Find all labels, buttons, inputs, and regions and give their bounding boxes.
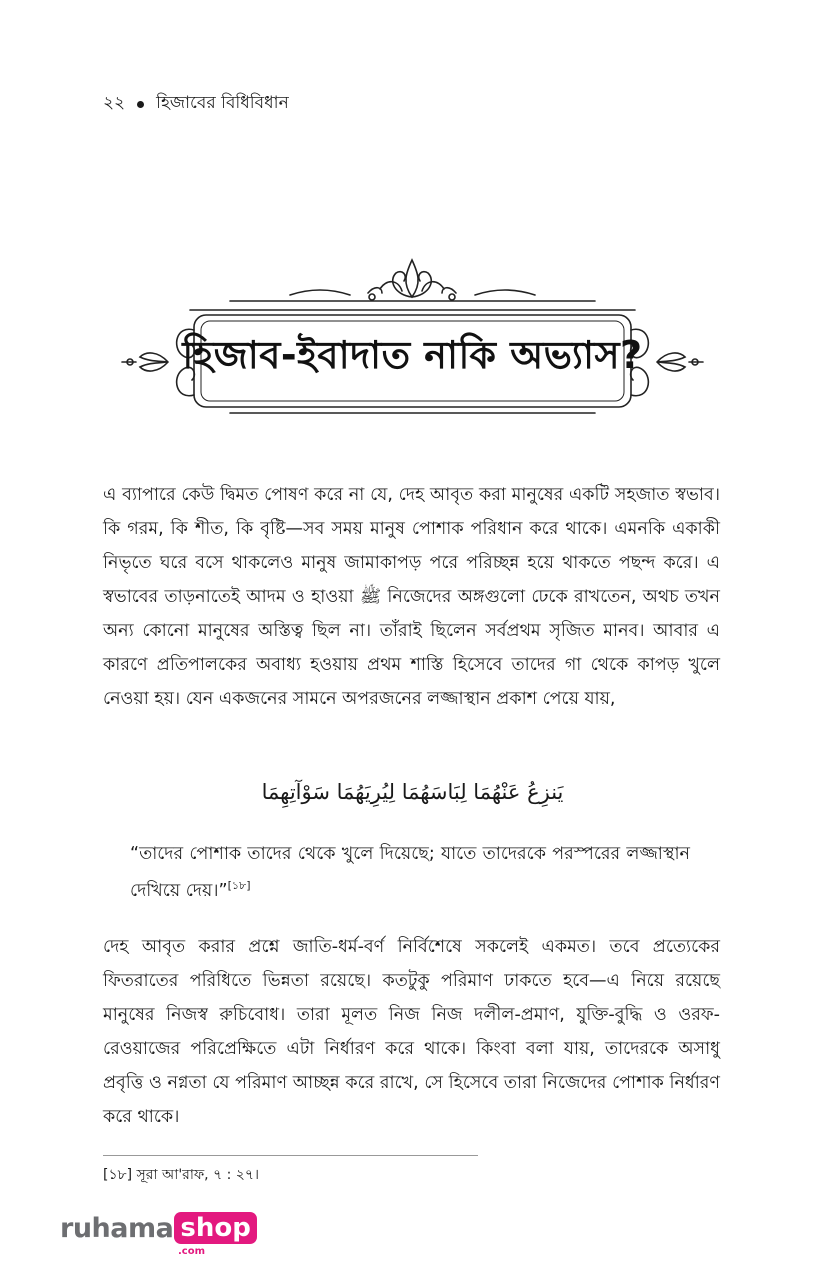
- running-title: হিজাবের বিধিবিধান: [156, 93, 289, 113]
- logo-domain: .com: [178, 1246, 206, 1257]
- body-paragraph-1: এ ব্যাপারে কেউ দ্বিমত পোষণ করে না যে, দেহ আবৃত করা মানুষের একটি সহজাত স্বভাব। কি গরম, কি শীত, কি বৃষ্টি—সব সময় মানুষ পোশাক পরিধান করে থাকে। এমনকি একাকী নিভৃতে ঘরে বসে থাকলেও মানুষ জামাকাপড় পরে পরিচ্ছন্ন হয়ে থাকতে পছন্দ করে। এ স্বভাবের তাড়নাতেই আদম ও হাওয়া ﷺ নিজেদের অঙ্গগুলো ঢেকে রাখতেন, অথচ তখন অন্য কোনো মানুষের অস্তিত্ব ছিল না। তাঁরাই ছিলেন সর্বপ্রথম সৃজিত মানব। আবার এ কারণে প্রতিপালকের অবাধ্য হওয়ায় প্রথম শাস্তি হিসেবে তাদের গা থেকে কাপড় খুলে নেওয়া হয়। যেন একজনের সামনে অপরজনের লজ্জাস্থান প্রকাশ পেয়ে যায়,: [103, 485, 720, 709]
- chapter-title: হিজাব-ইবাদাত নাকি অভ্যাস?: [182, 333, 643, 377]
- footnote-reference: [১৮]: [227, 879, 251, 892]
- verse-translation: [130, 838, 690, 907]
- bullet-icon: [137, 101, 144, 108]
- running-header: [103, 90, 289, 118]
- footnote: [১৮] সূরা আ'রাফ, ৭ : ২৭।: [103, 1167, 260, 1183]
- watermark-logo: [60, 1212, 257, 1257]
- footnote-divider: [103, 1155, 478, 1156]
- logo-text-ruhama: ruhama: [60, 1213, 174, 1244]
- logo-text-shop: shop: [174, 1212, 256, 1244]
- body-paragraph-2: দেহ আবৃত করার প্রশ্নে জাতি-ধর্ম-বর্ণ নির্বিশেষে সকলেই একমত। তবে প্রত্যেকের ফিতরাতের পরিধিতে ভিন্নতা রয়েছে। কতটুকু পরিমাণ ঢাকতে হবে—এ নিয়ে রয়েছে মানুষের নিজস্ব রুচিবোধ। তারা মূলত নিজ নিজ দলীল-প্রমাণ, যুক্তি-বুদ্ধি ও ওরফ-রেওয়াজের পরিপ্রেক্ষিতে এটা নির্ধারণ করে থাকে। কিংবা বলা যায়, তাদেরকে অসাধু প্রবৃত্তি ও নগ্নতা যে পরিমাণ আচ্ছন্ন করে রাখে, সে হিসেবে তারা নিজেদের পোশাক নির্ধারণ করে থাকে।: [103, 937, 720, 1127]
- translation-text: “তাদের পোশাক তাদের থেকে খুলে দিয়েছে; যাতে তাদেরকে পরস্পরের লজ্জাস্থান দেখিয়ে দেয়।”: [130, 844, 690, 901]
- page-number: ২২: [103, 93, 126, 113]
- arabic-verse: يَنزِعُ عَنْهُمَا لِبَاسَهُمَا لِيُرِيَهُمَا سَوْآتِهِمَا: [261, 780, 564, 804]
